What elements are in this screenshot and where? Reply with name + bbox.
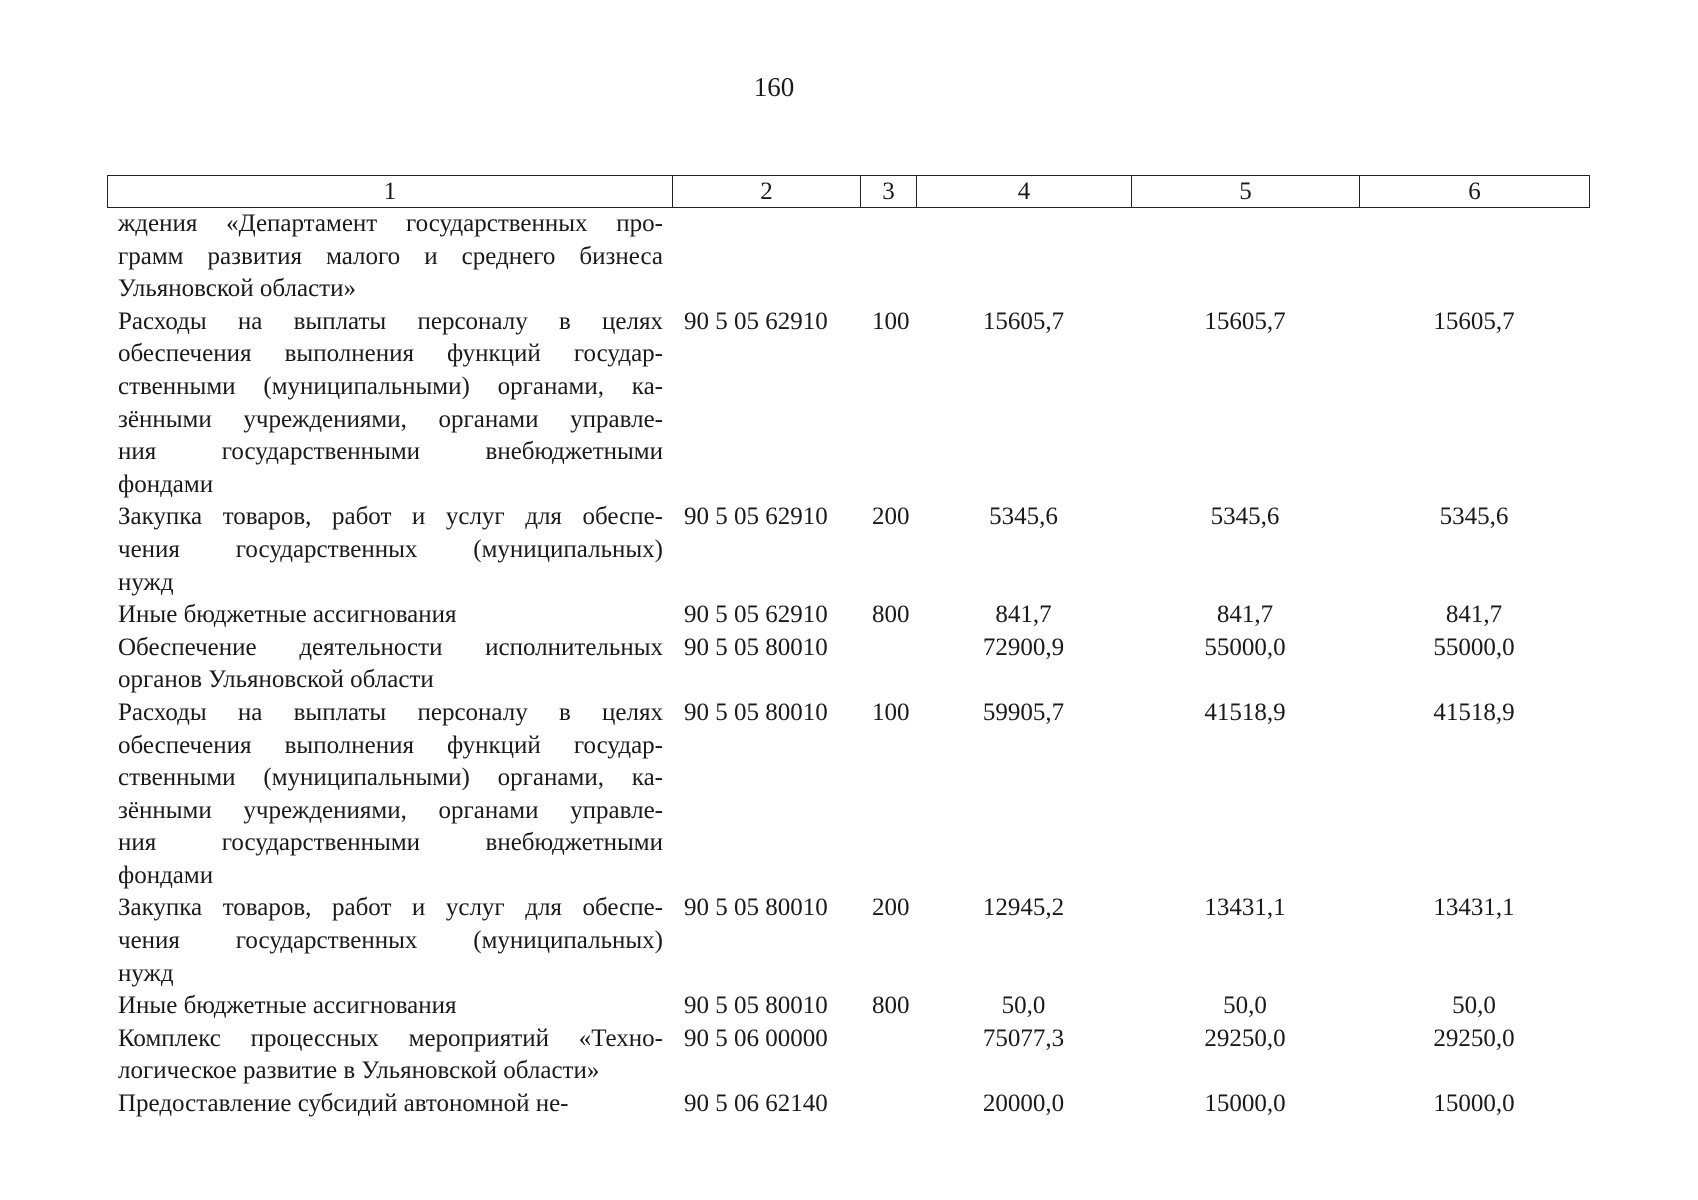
row-value-col4: 15605,7 [982,307,1065,335]
column-header-6: 6 [1360,176,1590,208]
row-value-col4: 59905,7 [982,698,1065,726]
description-line: чения государственных (муниципальных) [118,927,663,955]
row-description [107,306,672,502]
row-target-code: 90 5 05 80010 [684,894,828,922]
description-line: чения государственных (муниципальных) [118,535,663,563]
row-target-code: 90 5 06 62140 [684,1090,828,1118]
row-value-col6: 41518,9 [1433,698,1515,726]
table-row [107,632,1589,697]
description-line: Ульяновской области» [118,275,356,303]
row-value-col6: 5345,6 [1439,503,1509,531]
description-line: Расходы на выплаты персоналу в целях [118,307,663,335]
row-description [107,599,672,632]
description-line: Иные бюджетные ассигнования [118,601,457,629]
description-line: зёнными учреждениями, органами управле- [118,796,663,824]
row-value-col4: 841,7 [995,601,1052,629]
table-row [107,501,1589,599]
budget-table-body [107,208,1589,1121]
description-line: зёнными учреждениями, органами управле- [118,405,663,433]
row-description [107,990,672,1023]
column-header-row [108,176,1590,208]
description-line: фондами [118,861,214,889]
row-value-col4: 5345,6 [989,503,1058,531]
row-target-code: 90 5 05 80010 [684,633,828,661]
row-value-col6: 15605,7 [1433,307,1515,335]
description-line: нужд [118,959,174,987]
table-row [107,1023,1589,1088]
column-header-4: 4 [917,176,1132,208]
description-line: нужд [118,568,174,596]
row-expense-type: 100 [872,307,910,335]
column-header-2: 2 [673,176,861,208]
row-expense-type: 800 [872,992,910,1020]
description-line: Закупка товаров, работ и услуг для обеспе- [118,894,663,922]
description-line: ния государственными внебюджетными [118,829,663,857]
table-row [107,1088,1589,1121]
table-row [107,306,1589,502]
description-line: органов Ульяновской области [118,666,434,694]
row-expense-type: 200 [872,894,910,922]
row-value-col6: 29250,0 [1433,1024,1515,1052]
page-number-text: 160 [753,72,795,102]
table-row [107,990,1589,1023]
row-expense-type: 100 [872,698,910,726]
row-value-col6: 55000,0 [1433,633,1515,661]
column-header-5: 5 [1132,176,1360,208]
row-value-col6: 13431,1 [1433,894,1515,922]
row-description [107,632,672,697]
row-value-col5: 50,0 [1223,992,1267,1020]
page-number [0,72,1698,103]
row-value-col4: 50,0 [1001,992,1046,1020]
description-line: ственными (муниципальными) органами, ка- [118,764,663,792]
column-header-table [107,175,1590,208]
description-line: Обеспечение деятельности исполнительных [118,633,663,661]
row-description [107,1023,672,1088]
column-header-1: 1 [108,176,673,208]
row-value-col5: 55000,0 [1204,633,1286,661]
row-value-col4: 12945,2 [982,894,1065,922]
description-line: Расходы на выплаты персоналу в целях [118,698,663,726]
row-value-col5: 13431,1 [1204,894,1286,922]
description-line: Иные бюджетные ассигнования [118,992,457,1020]
description-line: Предоставление субсидий автономной не- [118,1090,569,1118]
row-target-code: 90 5 05 62910 [684,601,828,629]
row-description [107,697,672,893]
row-value-col5: 41518,9 [1204,698,1286,726]
row-value-col5: 5345,6 [1210,503,1280,531]
row-target-code: 90 5 05 62910 [684,307,828,335]
row-value-col4: 72900,9 [982,633,1065,661]
table-row [107,697,1589,893]
row-value-col5: 15605,7 [1204,307,1286,335]
row-description [107,1088,672,1121]
row-value-col4: 75077,3 [982,1024,1065,1052]
description-line: ственными (муниципальными) органами, ка- [118,372,663,400]
row-target-code: 90 5 06 00000 [684,1024,828,1052]
row-expense-type: 800 [872,601,910,629]
description-line: ждения «Департамент государственных про- [118,210,663,237]
row-expense-type: 200 [872,503,910,531]
row-value-col5: 15000,0 [1204,1090,1286,1118]
description-line: фондами [118,470,214,498]
table-row [107,599,1589,632]
table-row [107,892,1589,990]
row-target-code: 90 5 05 80010 [684,698,828,726]
description-line: обеспечения выполнения функций государ- [118,731,663,759]
row-value-col6: 15000,0 [1433,1090,1515,1118]
row-target-code: 90 5 05 62910 [684,503,828,531]
description-line: логическое развитие в Ульяновской области» [118,1057,600,1085]
row-value-col5: 29250,0 [1204,1024,1286,1052]
description-line: Закупка товаров, работ и услуг для обеспе- [118,503,663,531]
description-line: ния государственными внебюджетными [118,438,663,466]
row-description [107,208,672,306]
row-value-col6: 50,0 [1452,992,1496,1020]
description-line: обеспечения выполнения функций государ- [118,340,663,368]
table-row [107,208,1589,306]
column-header-3: 3 [861,176,917,208]
description-line: Комплекс процессных мероприятий «Техно- [118,1024,663,1052]
row-value-col4: 20000,0 [982,1090,1065,1118]
row-description [107,501,672,599]
row-description [107,892,672,990]
row-target-code: 90 5 05 80010 [684,992,828,1020]
description-line: грамм развития малого и среднего бизнеса [118,242,663,270]
row-value-col6: 841,7 [1445,601,1503,629]
row-value-col5: 841,7 [1216,601,1274,629]
